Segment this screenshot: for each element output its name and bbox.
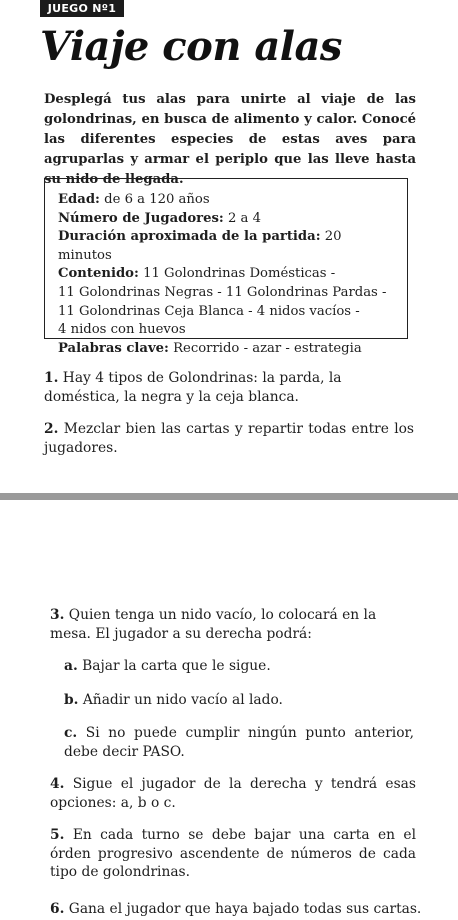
rule-3-text: Quien tenga un nido vacío, lo colocará en la mesa. El jugador a su derecha podrá:	[50, 607, 377, 642]
content-label: Contenido:	[58, 266, 139, 282]
rule-4-number: 4.	[50, 776, 65, 792]
option-b	[64, 691, 414, 710]
keywords-value: Recorrido - azar - estrategia	[173, 340, 362, 356]
option-c-letter: c.	[64, 725, 78, 741]
intro-paragraph: Desplegá tus alas para unirte al viaje de las golondrinas, en busca de alimento y calor. Conocé las diferentes especies de estas aves para agruparlas y armar el periplo que las lleve hasta su nido de llegada.	[44, 92, 416, 187]
rule-2-number: 2.	[44, 421, 59, 437]
rule-6	[50, 900, 420, 919]
rule-6-text: Gana el jugador que haya bajado todas sus cartas.	[68, 901, 422, 917]
rule-1	[44, 369, 414, 406]
option-a-letter: a.	[64, 658, 78, 674]
rule-1-number: 1.	[44, 370, 59, 386]
content-value-1: 11 Golondrinas Domésticas -	[143, 266, 336, 282]
game-title: Viaje con alas	[40, 23, 342, 70]
rule-3	[50, 606, 416, 643]
rule-1-text: Hay 4 tipos de Golondrinas: la parda, la doméstica, la negra y la ceja blanca.	[44, 370, 342, 405]
page-divider	[0, 493, 458, 500]
duration-value: 20 minutos	[58, 229, 342, 263]
duration-label: Duración aproximada de la partida:	[58, 229, 321, 245]
rule-2	[44, 420, 414, 457]
content-line-3: 11 Golondrinas Ceja Blanca - 4 nidos vacíos -	[58, 303, 360, 319]
content-line-2: 11 Golondrinas Negras - 11 Golondrinas Pardas -	[58, 284, 387, 300]
option-a	[64, 657, 414, 676]
rule-5	[50, 826, 416, 882]
players-label: Número de Jugadores:	[58, 210, 224, 226]
rule-4-text: Sigue el jugador de la derecha y tendrá esas opciones: a, b o c.	[50, 776, 416, 811]
rule-5-number: 5.	[50, 827, 65, 843]
content-line-1	[58, 265, 397, 284]
age-label: Edad:	[58, 192, 100, 207]
keywords-line	[58, 340, 397, 359]
option-c-text: Si no puede cumplir ningún punto anterior, debe decir PASO.	[64, 725, 414, 760]
game-info-box	[44, 178, 408, 356]
keywords-label: Palabras clave:	[58, 340, 169, 356]
option-b-text: Añadir un nido vacío al lado.	[82, 692, 283, 708]
duration-line	[58, 228, 397, 265]
players-line	[58, 210, 397, 229]
option-a-text: Bajar la carta que le sigue.	[82, 658, 271, 674]
game-number-tag: JUEGO Nº1	[40, 0, 124, 17]
rule-2-text: Mezclar bien las cartas y repartir todas entre los jugadores.	[44, 421, 415, 456]
option-b-letter: b.	[64, 692, 79, 708]
age-value: de 6 a 120 años	[104, 192, 210, 207]
rule-3-number: 3.	[50, 607, 65, 623]
rule-6-number: 6.	[50, 901, 65, 917]
option-c	[64, 724, 414, 761]
players-value: 2 a 4	[227, 210, 261, 226]
content-line-4: 4 nidos con huevos	[58, 322, 186, 338]
rule-4	[50, 775, 416, 812]
age-line	[58, 191, 397, 210]
rule-5-text: En cada turno se debe bajar una carta en el órden progresivo ascendente de números de cada tipo de golondrinas.	[50, 827, 416, 880]
